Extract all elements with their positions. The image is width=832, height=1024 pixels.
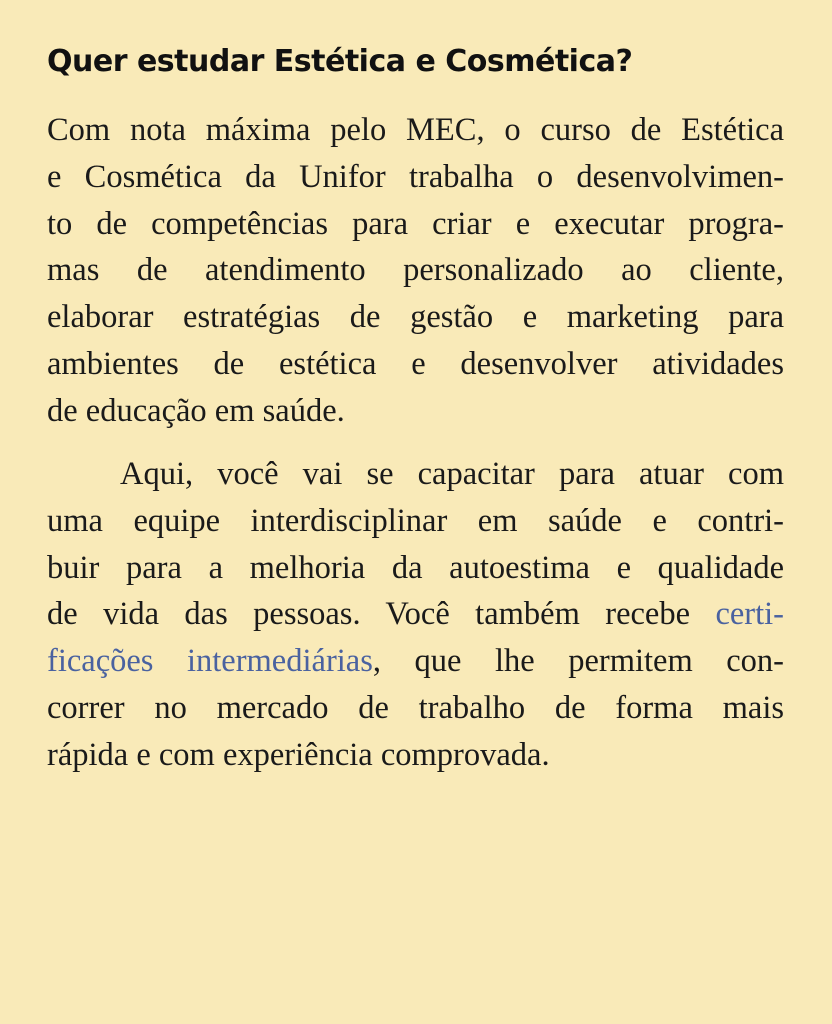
text-line	[47, 638, 784, 685]
text-line: e Cosmética da Unifor trabalha o desenvolvimen-	[47, 158, 784, 195]
text-line: correr no mercado de trabalho de forma mais	[47, 689, 784, 726]
paragraph-1	[47, 107, 784, 435]
text-line: to de competências para criar e executar progra-	[47, 205, 784, 242]
text-line: mas de atendimento personalizado ao cliente,	[47, 252, 784, 289]
text-segment: , que lhe permitem con-	[372, 643, 785, 680]
text-line: ambientes de estética e desenvolver atividades	[47, 345, 784, 382]
text-line: buir para a melhoria da autoestima e qualidade	[47, 549, 784, 586]
certifications-link[interactable]: certi-	[715, 596, 784, 633]
text-line	[47, 591, 784, 638]
text-line: de educação em saúde.	[47, 392, 345, 429]
text-line: uma equipe interdisciplinar em saúde e contri-	[47, 502, 784, 539]
text-segment: de vida das pessoas. Você também recebe	[47, 596, 716, 633]
text-line: elaborar estratégias de gestão e marketing para	[47, 299, 784, 336]
paragraph-2	[47, 451, 784, 779]
text-line: Aqui, você vai se capacitar para atuar com	[120, 456, 784, 492]
page-title: Quer estudar Estética e Cosmética?	[47, 44, 633, 79]
certifications-link-continued[interactable]: ficações intermediárias	[47, 643, 373, 680]
text-line: Com nota máxima pelo MEC, o curso de Estética	[47, 112, 784, 148]
text-line: rápida e com experiência comprovada.	[47, 736, 550, 773]
